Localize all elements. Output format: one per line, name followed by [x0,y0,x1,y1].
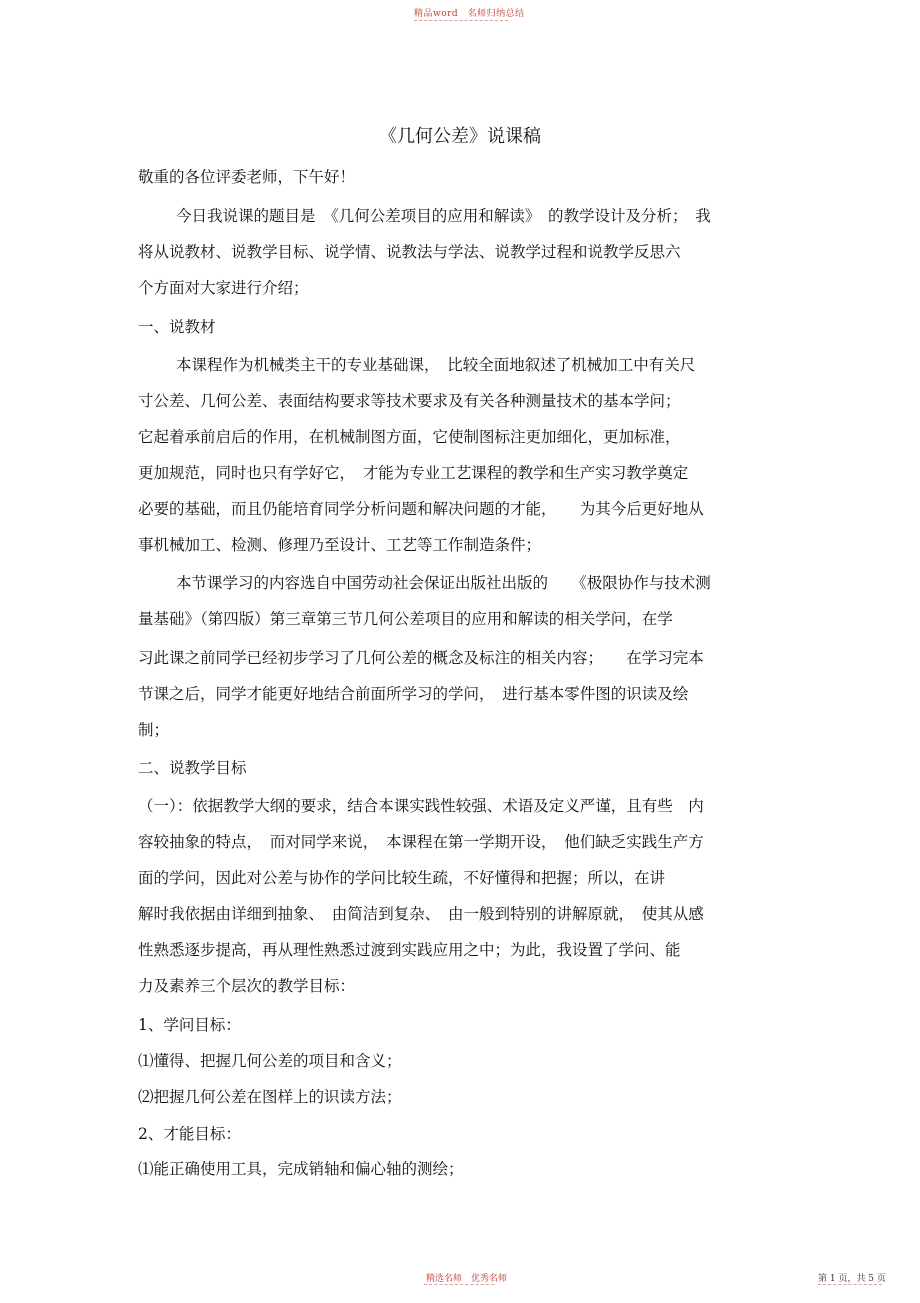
greeting-line: 敬重的各位评委老师，下午好！ [138,168,356,186]
section-heading: 二、说教学目标 [138,759,247,777]
paragraph-line: 习此课之前同学已经初步学习了几何公差的概念及标注的相关内容； 在学习完本 [138,649,704,667]
paragraph-line: 个方面对大家进行介绍； [138,279,309,297]
footer-divider [424,1284,494,1285]
paragraph-line: 更加规范，同时也只有学好它， 才能为专业工艺课程的教学和生产实习教学奠定 [138,464,689,482]
paragraph-line: 容较抽象的特点， 而对同学来说， 本课程在第一学期开设， 他们缺乏实践生产方 [138,833,704,851]
paragraph-line: （一）：依据教学大纲的要求，结合本课实践性较强、术语及定义严谨，且有些 内 [138,797,704,815]
page-header-watermark: 精品word 名师归纳总结 [414,9,525,19]
paragraph-line: 它起着承前启后的作用，在机械制图方面，它使制图标注更加细化，更加标准， [138,428,681,446]
paragraph-line: 制； [138,721,170,739]
list-item: ⑴能正确使用工具，完成销轴和偏心轴的测绘； [138,1160,464,1178]
paragraph-line: 面的学问，因此对公差与协作的学问比较生疏，不好懂得和把握；所以，在讲 [138,869,666,887]
paragraph-line: 寸公差、几何公差、表面结构要求等技术要求及有关各种测量技术的基本学问； [138,392,681,410]
footer-divider [818,1284,882,1285]
list-item: ⑴懂得、把握几何公差的项目和含义； [138,1052,402,1070]
paragraph-line: 解时我依据由详细到抽象、 由简洁到复杂、 由一般到特别的讲解原就， 使其从感 [138,905,704,923]
subsection-heading: 2、才能目标： [138,1125,241,1143]
footer-watermark: 精选名师 优秀名师 [426,1274,508,1284]
paragraph-line: 将从说教材、说教学目标、说学情、说教法与学法、说教学过程和说教学反思六 [138,243,681,261]
header-divider [414,20,508,21]
subsection-heading: 1、学问目标： [138,1016,241,1034]
document-title: 《几何公差》说课稿 [379,126,541,147]
list-item: ⑵把握几何公差在图样上的识读方法； [138,1088,402,1106]
paragraph-line: 今日我说课的题目是 《几何公差项目的应用和解读》 的教学设计及分析； 我 [176,207,711,225]
paragraph-line: 力及素养三个层次的教学目标： [138,977,356,995]
paragraph-line: 事机械加工、检测、修理乃至设计、工艺等工作制造条件； [138,536,542,554]
paragraph-line: 性熟悉逐步提高，再从理性熟悉过渡到实践应用之中；为此，我设置了学问、能 [138,941,681,959]
paragraph-line: 本节课学习的内容选自中国劳动社会保证出版社出版的 《极限协作与技术测 [176,574,711,592]
paragraph-line: 节课之后，同学才能更好地结合前面所学习的学问， 进行基本零件图的识读及绘 [138,685,689,703]
page-number: 第 1 页，共 5 页 [818,1274,886,1284]
section-heading: 一、说教材 [138,318,216,336]
paragraph-line: 本课程作为机械类主干的专业基础课， 比较全面地叙述了机械加工中有关尺 [176,356,696,374]
paragraph-line: 必要的基础，而且仍能培育同学分析问题和解决问题的才能， 为其今后更好地从 [138,500,704,518]
paragraph-line: 量基础》（第四版）第三章第三节几何公差项目的应用和解读的相关学问，在学 [138,610,673,628]
